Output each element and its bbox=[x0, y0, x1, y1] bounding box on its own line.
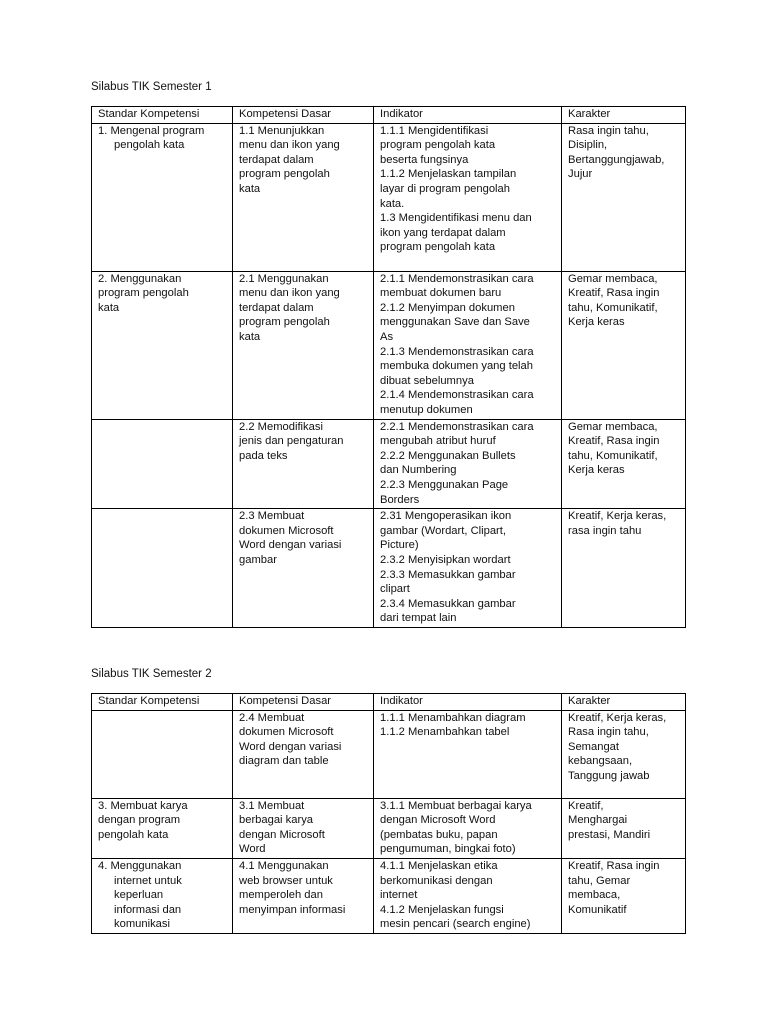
cell-indikator bbox=[374, 123, 562, 271]
kd-line: 1.1 Menunjukkan bbox=[239, 124, 325, 137]
kar-line: Kreatif, Rasa ingin bbox=[568, 287, 660, 300]
header-standar-kompetensi: Standar Kompetensi bbox=[92, 107, 233, 124]
kar-line: tahu, Gemar bbox=[568, 874, 631, 887]
ind-line: 2.2.2 Menggunakan Bullets bbox=[380, 449, 516, 462]
kd-line: 3.1 Membuat bbox=[239, 799, 305, 812]
cell-karakter bbox=[562, 798, 686, 858]
cell-kompetensi-dasar bbox=[233, 710, 374, 798]
kar-line: Kerja keras bbox=[568, 464, 625, 477]
kd-line: dokumen Microsoft bbox=[239, 524, 334, 537]
cell-karakter bbox=[562, 123, 686, 271]
kd-line: program pengolah bbox=[239, 316, 330, 329]
kd-line: menyimpan informasi bbox=[239, 903, 346, 916]
table-row bbox=[92, 271, 686, 419]
cell-karakter bbox=[562, 710, 686, 798]
sk-line: komunikasi bbox=[114, 918, 170, 931]
cell-kompetensi-dasar bbox=[233, 271, 374, 419]
ind-line: dibuat sebelumnya bbox=[380, 374, 474, 387]
ind-line: 2.3.2 Menyisipkan wordart bbox=[380, 553, 511, 566]
kd-line: dengan Microsoft bbox=[239, 828, 325, 841]
table-row bbox=[92, 710, 686, 798]
kar-line: Kreatif, Rasa ingin bbox=[568, 859, 660, 872]
ind-line: 2.2.1 Mendemonstrasikan cara bbox=[380, 420, 534, 433]
ind-line: gambar (Wordart, Clipart, bbox=[380, 524, 507, 537]
cell-indikator bbox=[374, 509, 562, 628]
ind-line: menggunakan Save dan Save bbox=[380, 316, 530, 329]
ind-line: 1.1.2 Menambahkan tabel bbox=[380, 726, 510, 739]
cell-standar-kompetensi bbox=[92, 710, 233, 798]
ind-line: internet bbox=[380, 889, 418, 902]
sk-line: pengolah kata bbox=[114, 139, 185, 152]
ind-line: As bbox=[380, 330, 394, 343]
kar-line: Kreatif, Kerja keras, bbox=[568, 510, 667, 523]
kd-line: Word bbox=[239, 843, 266, 856]
kd-line: dokumen Microsoft bbox=[239, 726, 334, 739]
ind-line: beserta fungsinya bbox=[380, 153, 469, 166]
ind-line: pengumuman, bingkai foto) bbox=[380, 843, 516, 856]
section-title-semester-2: Silabus TIK Semester 2 bbox=[91, 668, 212, 680]
kd-line: jenis dan pengaturan bbox=[239, 435, 344, 448]
cell-standar-kompetensi bbox=[92, 798, 233, 858]
kar-line: Kreatif, Kerja keras, bbox=[568, 711, 667, 724]
sk-line: kata bbox=[98, 301, 120, 314]
kd-line: terdapat dalam bbox=[239, 301, 314, 314]
kar-line: Gemar membaca, bbox=[568, 272, 658, 285]
sk-line: internet untuk bbox=[114, 874, 182, 887]
cell-indikator bbox=[374, 710, 562, 798]
table-row bbox=[92, 858, 686, 933]
kar-line: prestasi, Mandiri bbox=[568, 828, 651, 841]
ind-line: ikon yang terdapat dalam bbox=[380, 226, 506, 239]
kd-line: memperoleh dan bbox=[239, 889, 323, 902]
cell-indikator bbox=[374, 419, 562, 509]
ind-line: dengan Microsoft Word bbox=[380, 814, 496, 827]
ind-line: berkomunikasi dengan bbox=[380, 874, 493, 887]
kar-line: Disiplin, bbox=[568, 139, 608, 152]
table-row bbox=[92, 509, 686, 628]
kd-line: menu dan ikon yang bbox=[239, 287, 340, 300]
table-header-row bbox=[92, 694, 686, 711]
table-row bbox=[92, 123, 686, 271]
header-kompetensi-dasar: Kompetensi Dasar bbox=[233, 107, 374, 124]
ind-line: dari tempat lain bbox=[380, 612, 457, 625]
cell-standar-kompetensi bbox=[92, 123, 233, 271]
kar-line: Rasa ingin tahu, bbox=[568, 726, 649, 739]
header-kompetensi-dasar: Kompetensi Dasar bbox=[233, 694, 374, 711]
kar-line: kebangsaan, bbox=[568, 755, 633, 768]
sk-line: program pengolah bbox=[98, 287, 189, 300]
kd-line: web browser untuk bbox=[239, 874, 333, 887]
kd-line: terdapat dalam bbox=[239, 153, 314, 166]
kd-line: pada teks bbox=[239, 449, 288, 462]
ind-line: mengubah atribut huruf bbox=[380, 435, 496, 448]
kd-line: 2.3 Membuat bbox=[239, 510, 305, 523]
ind-line: program pengolah kata bbox=[380, 241, 496, 254]
kar-line: Menghargai bbox=[568, 814, 628, 827]
ind-line: 1.1.1 Mengidentifikasi bbox=[380, 124, 489, 137]
kd-line: Word dengan variasi bbox=[239, 539, 342, 552]
ind-line: kata. bbox=[380, 197, 405, 210]
kd-line: 2.2 Memodifikasi bbox=[239, 420, 323, 433]
ind-line: layar di program pengolah bbox=[380, 182, 510, 195]
header-karakter: Karakter bbox=[562, 694, 686, 711]
kd-line: Word dengan variasi bbox=[239, 740, 342, 753]
syllabus-table-semester-2 bbox=[91, 693, 686, 934]
header-indikator: Indikator bbox=[374, 694, 562, 711]
kd-line: gambar bbox=[239, 553, 277, 566]
cell-kompetensi-dasar bbox=[233, 858, 374, 933]
cell-kompetensi-dasar bbox=[233, 509, 374, 628]
cell-indikator bbox=[374, 858, 562, 933]
ind-line: 2.1.2 Menyimpan dokumen bbox=[380, 301, 515, 314]
header-standar-kompetensi: Standar Kompetensi bbox=[92, 694, 233, 711]
kar-line: Semangat bbox=[568, 740, 619, 753]
cell-standar-kompetensi bbox=[92, 509, 233, 628]
ind-line: membuat dokumen baru bbox=[380, 287, 502, 300]
header-karakter: Karakter bbox=[562, 107, 686, 124]
ind-line: 2.1.3 Mendemonstrasikan cara bbox=[380, 345, 534, 358]
ind-line: program pengolah kata bbox=[380, 139, 496, 152]
ind-line: 1.1.1 Menambahkan diagram bbox=[380, 711, 526, 724]
kar-line: tahu, Komunikatif, bbox=[568, 301, 658, 314]
ind-line: membuka dokumen yang telah bbox=[380, 360, 533, 373]
kar-line: Kreatif, bbox=[568, 799, 604, 812]
kar-line: Kreatif, Rasa ingin bbox=[568, 435, 660, 448]
cell-karakter bbox=[562, 271, 686, 419]
kar-line: Rasa ingin tahu, bbox=[568, 124, 649, 137]
kar-line: Jujur bbox=[568, 168, 593, 181]
cell-kompetensi-dasar bbox=[233, 419, 374, 509]
sk-line: 1. Mengenal program bbox=[98, 124, 205, 137]
kd-line: kata bbox=[239, 330, 261, 343]
table-row bbox=[92, 419, 686, 509]
ind-line: 3.1.1 Membuat berbagai karya bbox=[380, 799, 532, 812]
ind-line: 1.1.2 Menjelaskan tampilan bbox=[380, 168, 517, 181]
sk-line: 2. Menggunakan bbox=[98, 272, 182, 285]
ind-line: 4.1.2 Menjelaskan fungsi bbox=[380, 903, 504, 916]
header-indikator: Indikator bbox=[374, 107, 562, 124]
kd-line: diagram dan table bbox=[239, 755, 329, 768]
sk-line: pengolah kata bbox=[98, 828, 169, 841]
kar-line: Gemar membaca, bbox=[568, 420, 658, 433]
ind-line: 2.1.4 Mendemonstrasikan cara bbox=[380, 389, 534, 402]
ind-line: dan Numbering bbox=[380, 464, 457, 477]
cell-standar-kompetensi bbox=[92, 858, 233, 933]
ind-line: (pembatas buku, papan bbox=[380, 828, 498, 841]
ind-line: 4.1.1 Menjelaskan etika bbox=[380, 859, 498, 872]
ind-line: menutup dokumen bbox=[380, 403, 473, 416]
cell-standar-kompetensi bbox=[92, 419, 233, 509]
kd-line: 2.4 Membuat bbox=[239, 711, 305, 724]
cell-kompetensi-dasar bbox=[233, 123, 374, 271]
ind-line: 2.1.1 Mendemonstrasikan cara bbox=[380, 272, 534, 285]
kd-line: menu dan ikon yang bbox=[239, 139, 340, 152]
table-row bbox=[92, 798, 686, 858]
kd-line: 4.1 Menggunakan bbox=[239, 859, 329, 872]
cell-karakter bbox=[562, 419, 686, 509]
kar-line: Bertanggungjawab, bbox=[568, 153, 665, 166]
ind-line: 1.3 Mengidentifikasi menu dan bbox=[380, 212, 532, 225]
kd-line: kata bbox=[239, 182, 261, 195]
cell-kompetensi-dasar bbox=[233, 798, 374, 858]
kd-line: program pengolah bbox=[239, 168, 330, 181]
ind-line: 2.2.3 Menggunakan Page bbox=[380, 478, 509, 491]
table-header-row bbox=[92, 107, 686, 124]
section-title-semester-1: Silabus TIK Semester 1 bbox=[91, 81, 212, 93]
kar-line: Kerja keras bbox=[568, 316, 625, 329]
kar-line: tahu, Komunikatif, bbox=[568, 449, 658, 462]
sk-line: 4. Menggunakan bbox=[98, 859, 182, 872]
sk-line: informasi dan bbox=[114, 903, 182, 916]
cell-karakter bbox=[562, 858, 686, 933]
cell-karakter bbox=[562, 509, 686, 628]
sk-line: keperluan bbox=[114, 889, 164, 902]
ind-line: 2.3.3 Memasukkan gambar bbox=[380, 568, 516, 581]
cell-indikator bbox=[374, 798, 562, 858]
syllabus-table-semester-1 bbox=[91, 106, 686, 628]
cell-standar-kompetensi bbox=[92, 271, 233, 419]
ind-line: Picture) bbox=[380, 539, 419, 552]
cell-indikator bbox=[374, 271, 562, 419]
sk-line: 3. Membuat karya bbox=[98, 799, 188, 812]
ind-line: 2.31 Mengoperasikan ikon bbox=[380, 510, 512, 523]
ind-line: Borders bbox=[380, 493, 420, 506]
kd-line: 2.1 Menggunakan bbox=[239, 272, 329, 285]
kd-line: berbagai karya bbox=[239, 814, 314, 827]
ind-line: 2.3.4 Memasukkan gambar bbox=[380, 597, 516, 610]
kar-line: Komunikatif bbox=[568, 903, 627, 916]
sk-line: dengan program bbox=[98, 814, 181, 827]
kar-line: membaca, bbox=[568, 889, 621, 902]
kar-line: rasa ingin tahu bbox=[568, 524, 642, 537]
ind-line: clipart bbox=[380, 583, 410, 596]
ind-line: mesin pencari (search engine) bbox=[380, 918, 531, 931]
kar-line: Tanggung jawab bbox=[568, 769, 650, 782]
